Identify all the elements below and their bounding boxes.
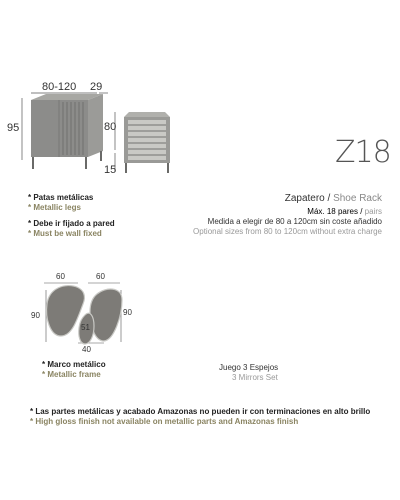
mirror-feature-frame: [42, 360, 106, 380]
rack-capacity: [307, 207, 382, 216]
mirrors-diagram: [0, 260, 160, 360]
feature-en: * Must be wall fixed: [28, 229, 102, 238]
mirror-small-width-dim: 40: [82, 345, 91, 354]
rack-width-dim: 80-120: [42, 81, 77, 93]
footer-note-en: * High gloss finish not available on metallic parts and Amazonas finish: [30, 417, 299, 426]
mirror-right-height-dim: 90: [123, 308, 132, 317]
rack-capacity-en: pairs: [364, 207, 382, 216]
rack-capacity-es: Máx. 18 pares /: [307, 207, 365, 216]
rack-title: [285, 193, 382, 204]
footer-note-es: * Las partes metálicas y acabado Amazonas no pueden ir con terminaciones en alto brillo: [30, 407, 371, 416]
mirror-left-height-dim: 90: [31, 311, 40, 320]
rack-feature-legs: [28, 193, 93, 213]
feature-en: * Metallic frame: [42, 370, 101, 379]
feature-es: * Marco metálico: [42, 360, 106, 369]
product-code: Z18: [335, 135, 391, 170]
feature-es: * Patas metálicas: [28, 193, 94, 202]
rack-size-en: Optional sizes from 80 to 120cm without extra charge: [193, 227, 382, 236]
rack-feature-wall: [28, 219, 115, 239]
rack-height-dim: 95: [7, 122, 20, 134]
rack-depth-dim: 29: [90, 81, 103, 93]
mirror-right-width-dim: 60: [96, 272, 105, 281]
rack-leg-dim: 15: [104, 164, 117, 176]
rack-inner-height-dim: 80: [104, 121, 117, 133]
feature-en: * Metallic legs: [28, 203, 81, 212]
mirror-small-height-dim: 51: [81, 323, 90, 332]
feature-es: * Debe ir fijado a pared: [28, 219, 115, 228]
mirror-left-width-dim: 60: [56, 272, 65, 281]
rack-size-es: Medida a elegir de 80 a 120cm sin coste añadido: [207, 217, 382, 226]
mirror-set-es: Juego 3 Espejos: [219, 363, 279, 372]
rack-title-en: Shoe Rack: [333, 193, 382, 204]
mirror-set-en: 3 Mirrors Set: [232, 373, 278, 382]
rack-title-es: Zapatero /: [284, 193, 334, 204]
